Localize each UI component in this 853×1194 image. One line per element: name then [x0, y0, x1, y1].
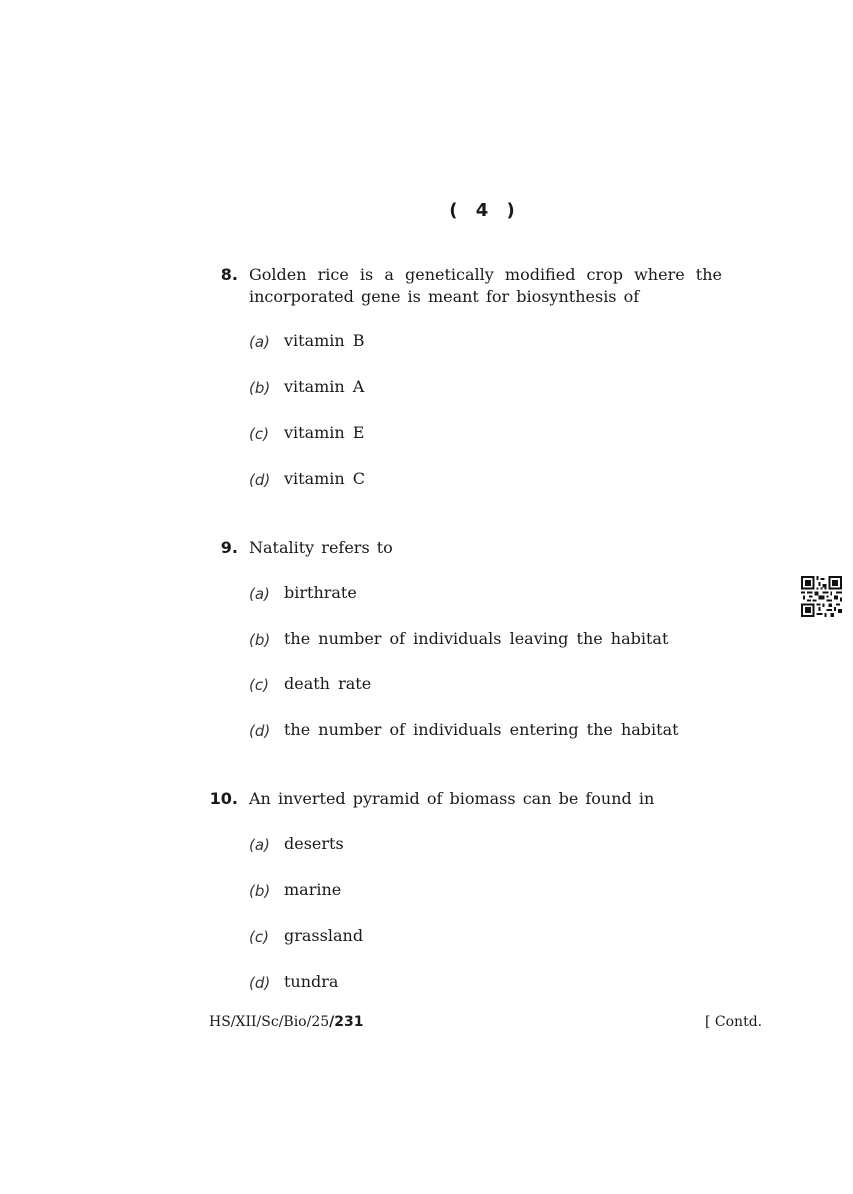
option-label: (d) — [249, 471, 271, 489]
question-number: 9. — [220, 538, 238, 557]
option-text: tundra — [284, 972, 339, 991]
option-text: death rate — [284, 674, 372, 693]
option-text: grassland — [284, 926, 364, 945]
question-number: 10. — [209, 789, 238, 808]
option-text: birthrate — [284, 583, 357, 602]
question-number: 8. — [220, 265, 238, 284]
question-text: An inverted pyramid of biomass can be found in — [249, 789, 655, 808]
option-label: (d) — [249, 722, 271, 740]
paper-code — [209, 1014, 363, 1030]
qr-code-icon — [801, 576, 842, 617]
option-label: (b) — [249, 631, 271, 649]
option-label: (c) — [249, 425, 269, 443]
contd-label: [ Contd. — [705, 1014, 763, 1030]
option-label: (b) — [249, 882, 271, 900]
option-text: vitamin B — [284, 331, 365, 350]
option-text: marine — [284, 880, 342, 899]
option-label: (d) — [249, 974, 271, 992]
option-text: deserts — [284, 834, 344, 853]
paper-code-prefix: HS/XII/Sc/Bio/25 — [209, 1014, 330, 1030]
option-text: the number of individuals entering the habitat — [284, 720, 679, 739]
option-label: (a) — [249, 836, 270, 854]
option-label: (c) — [249, 928, 269, 946]
option-text: vitamin A — [284, 377, 365, 396]
question-8 — [200, 264, 722, 308]
question-10 — [200, 788, 722, 810]
question-text: Natality refers to — [249, 538, 393, 557]
question-text: Golden rice is a genetically modified crop where the incorporated gene is meant for biosynthesis of — [249, 265, 722, 306]
option-text: vitamin E — [284, 423, 365, 442]
question-9 — [200, 537, 722, 559]
option-text: vitamin C — [284, 469, 366, 488]
page-number: ( 4 ) — [449, 200, 521, 221]
paper-code-number: /231 — [329, 1014, 364, 1030]
option-label: (a) — [249, 585, 270, 603]
option-label: (a) — [249, 333, 270, 351]
option-text: the number of individuals leaving the habitat — [284, 629, 669, 648]
option-label: (b) — [249, 379, 271, 397]
option-label: (c) — [249, 676, 269, 694]
